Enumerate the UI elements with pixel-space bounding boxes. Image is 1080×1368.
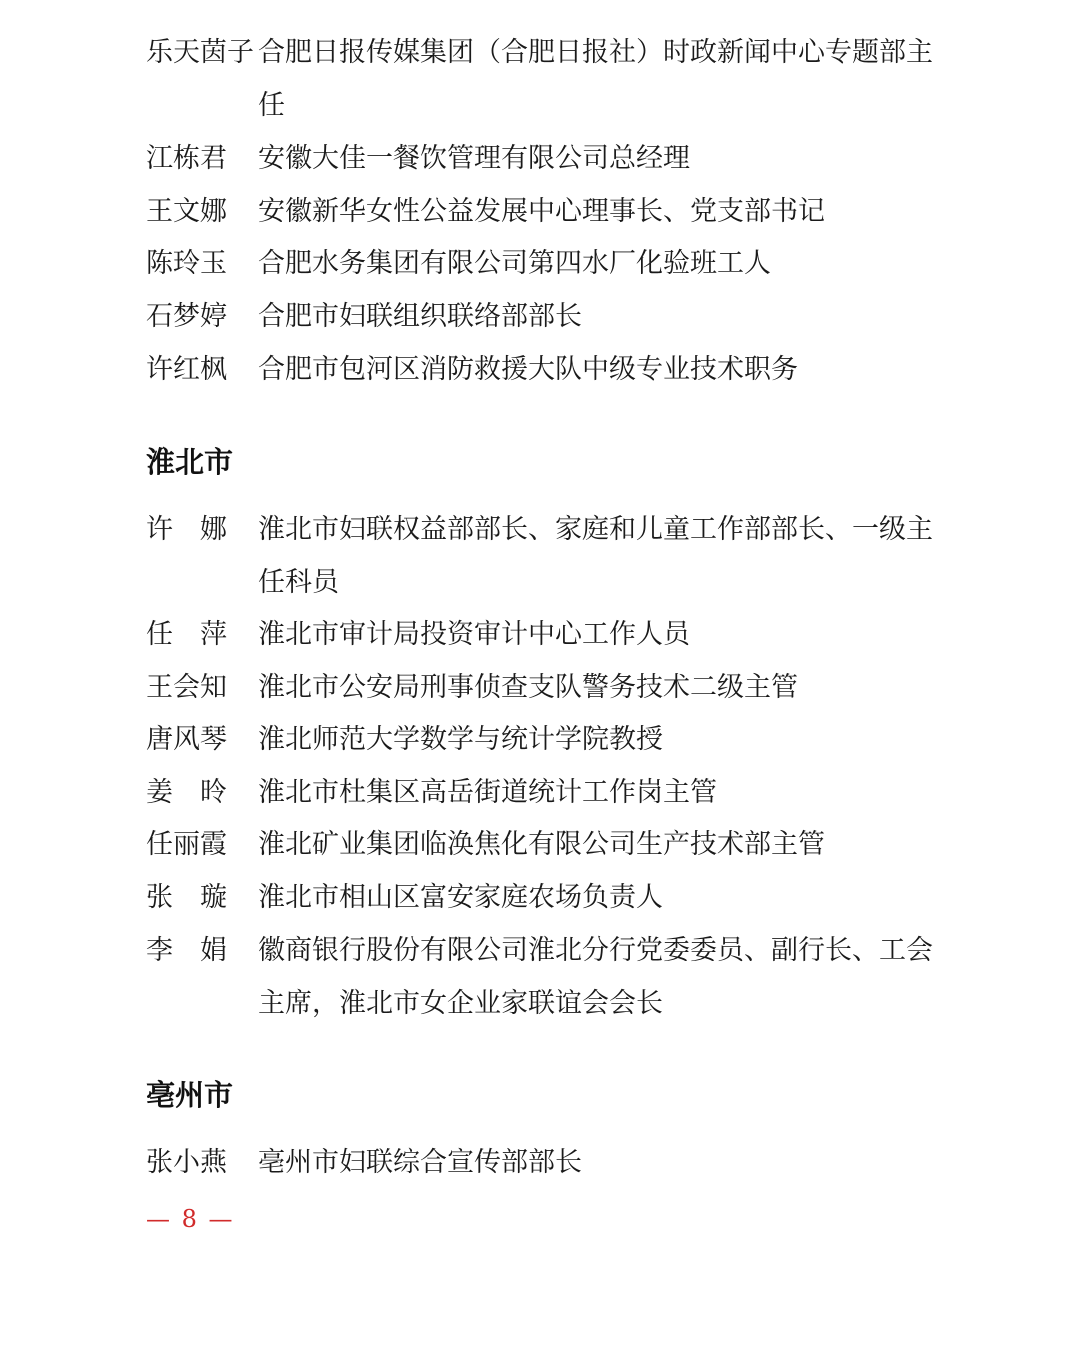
person-title: 安徽新华女性公益发展中心理事长、党支部书记	[258, 196, 825, 227]
person-title: 淮北市杜集区高岳街道统计工作岗主管	[258, 777, 717, 808]
person-title: 合肥日报传媒集团（合肥日报社）时政新闻中心专题部主任	[258, 37, 933, 121]
person-title: 淮北师范大学数学与统计学院教授	[258, 724, 663, 755]
person-title: 合肥市妇联组织联络部部长	[258, 301, 582, 332]
person-title: 淮北矿业集团临涣焦化有限公司生产技术部主管	[258, 829, 825, 860]
section-heading-huaibei: 淮北市	[146, 445, 234, 479]
person-name: 张小燕	[146, 1147, 227, 1178]
person-name: 姜 昤	[146, 777, 227, 808]
person-title: 淮北市妇联权益部部长、家庭和儿童工作部部长、一级主任科员	[258, 514, 933, 598]
person-name: 许 娜	[146, 514, 227, 545]
person-name: 李 娟	[146, 935, 227, 966]
list-item	[146, 343, 946, 396]
person-title: 合肥市包河区消防救援大队中级专业技术职务	[258, 354, 798, 385]
person-title: 安徽大佳一餐饮管理有限公司总经理	[258, 143, 690, 174]
person-name: 唐风琴	[146, 724, 227, 755]
list-item	[146, 1136, 946, 1189]
person-title: 徽商银行股份有限公司淮北分行党委委员、副行长、工会主席，淮北市女企业家联谊会会长	[258, 935, 933, 1019]
person-title: 淮北市公安局刑事侦查支队警务技术二级主管	[258, 672, 798, 703]
list-item	[146, 871, 946, 924]
person-name: 王会知	[146, 672, 227, 703]
person-title: 淮北市审计局投资审计中心工作人员	[258, 619, 690, 650]
person-name: 任丽霞	[146, 829, 227, 860]
person-name: 许红枫	[146, 354, 227, 385]
list-item	[146, 608, 946, 661]
person-title: 亳州市妇联综合宣传部部长	[258, 1147, 582, 1178]
list-item	[146, 713, 946, 766]
list-item	[146, 503, 946, 609]
person-name: 乐天茵子	[146, 37, 254, 68]
list-item	[146, 185, 946, 238]
section-heading-bozhou: 亳州市	[146, 1078, 234, 1112]
person-title: 合肥水务集团有限公司第四水厂化验班工人	[258, 248, 771, 279]
page-number: — 8 —	[146, 1205, 235, 1233]
person-name: 江栋君	[146, 143, 227, 174]
list-item	[146, 26, 946, 132]
person-title: 淮北市相山区富安家庭农场负责人	[258, 882, 663, 913]
list-item	[146, 924, 946, 1030]
list-item	[146, 132, 946, 185]
person-name: 石梦婷	[146, 301, 227, 332]
person-name: 任 萍	[146, 619, 227, 650]
list-item	[146, 237, 946, 290]
person-name: 陈玲玉	[146, 248, 227, 279]
list-item	[146, 766, 946, 819]
person-name: 张 璇	[146, 882, 227, 913]
list-item	[146, 818, 946, 871]
person-name: 王文娜	[146, 196, 227, 227]
list-item	[146, 290, 946, 343]
list-item	[146, 661, 946, 714]
